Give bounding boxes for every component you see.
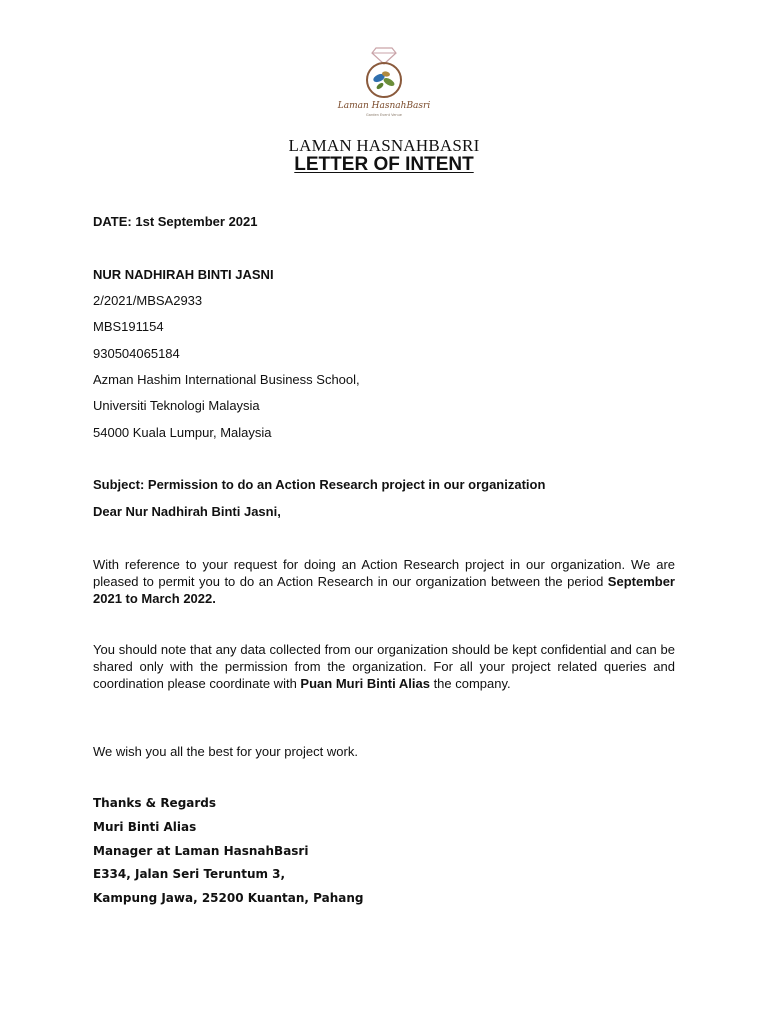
- signature-address-line-2: Kampung Jawa, 25200 Kuantan, Pahang: [93, 891, 364, 905]
- company-logo: [334, 44, 434, 124]
- body-paragraph-1-text: With reference to your request for doing an Action Research project in our organization. We are pleased to permit you to do an Action Research in our organization between the period: [93, 557, 675, 589]
- subject-line: Subject: Permission to do an Action Research project in our organization: [93, 477, 546, 492]
- body-paragraph-2-end: the company.: [429, 676, 511, 691]
- diamond-icon: [372, 48, 396, 64]
- recipient-address-line-2: Universiti Teknologi Malaysia: [93, 398, 260, 413]
- signature-closing: Thanks & Regards: [93, 796, 217, 810]
- signature-address-line-1: E334, Jalan Seri Teruntum 3,: [93, 867, 286, 881]
- recipient-address-line-3: 54000 Kuala Lumpur, Malaysia: [93, 425, 272, 440]
- document-title-text: LETTER OF INTENT: [294, 154, 474, 175]
- svg-text:Garden Event Venue: Garden Event Venue: [366, 113, 402, 117]
- signature-name: Muri Binti Alias: [93, 820, 197, 834]
- date-line: DATE: 1st September 2021: [93, 214, 258, 229]
- document-title: [0, 154, 768, 176]
- permission-period: September 2021 to March 2022.: [93, 574, 675, 606]
- contact-person: Puan Muri Binti Alias: [300, 676, 430, 691]
- body-paragraph-2-text: You should note that any data collected from our organization should be kept confidential and can be shared only with the permission from the organization. For all your project related queries and coordination please coordinate with: [93, 642, 675, 691]
- recipient-student-id: MBS191154: [93, 319, 164, 334]
- svg-text:Laman HasnahBasri: Laman HasnahBasri: [337, 101, 431, 111]
- body-paragraph-2: [93, 641, 675, 692]
- recipient-ref-no: 2/2021/MBSA2933: [93, 293, 203, 308]
- recipient-ic-no: 930504065184: [93, 346, 180, 361]
- body-paragraph-3: We wish you all the best for your project work.: [93, 744, 358, 759]
- signature-position: Manager at Laman HasnahBasri: [93, 844, 309, 858]
- body-paragraph-1: [93, 556, 675, 607]
- recipient-address-line-1: Azman Hashim International Business School,: [93, 372, 360, 387]
- recipient-name: NUR NADHIRAH BINTI JASNI: [93, 267, 274, 282]
- organization-name: LAMAN HASNAHBASRI: [288, 136, 480, 155]
- salutation: Dear Nur Nadhirah Binti Jasni,: [93, 504, 281, 519]
